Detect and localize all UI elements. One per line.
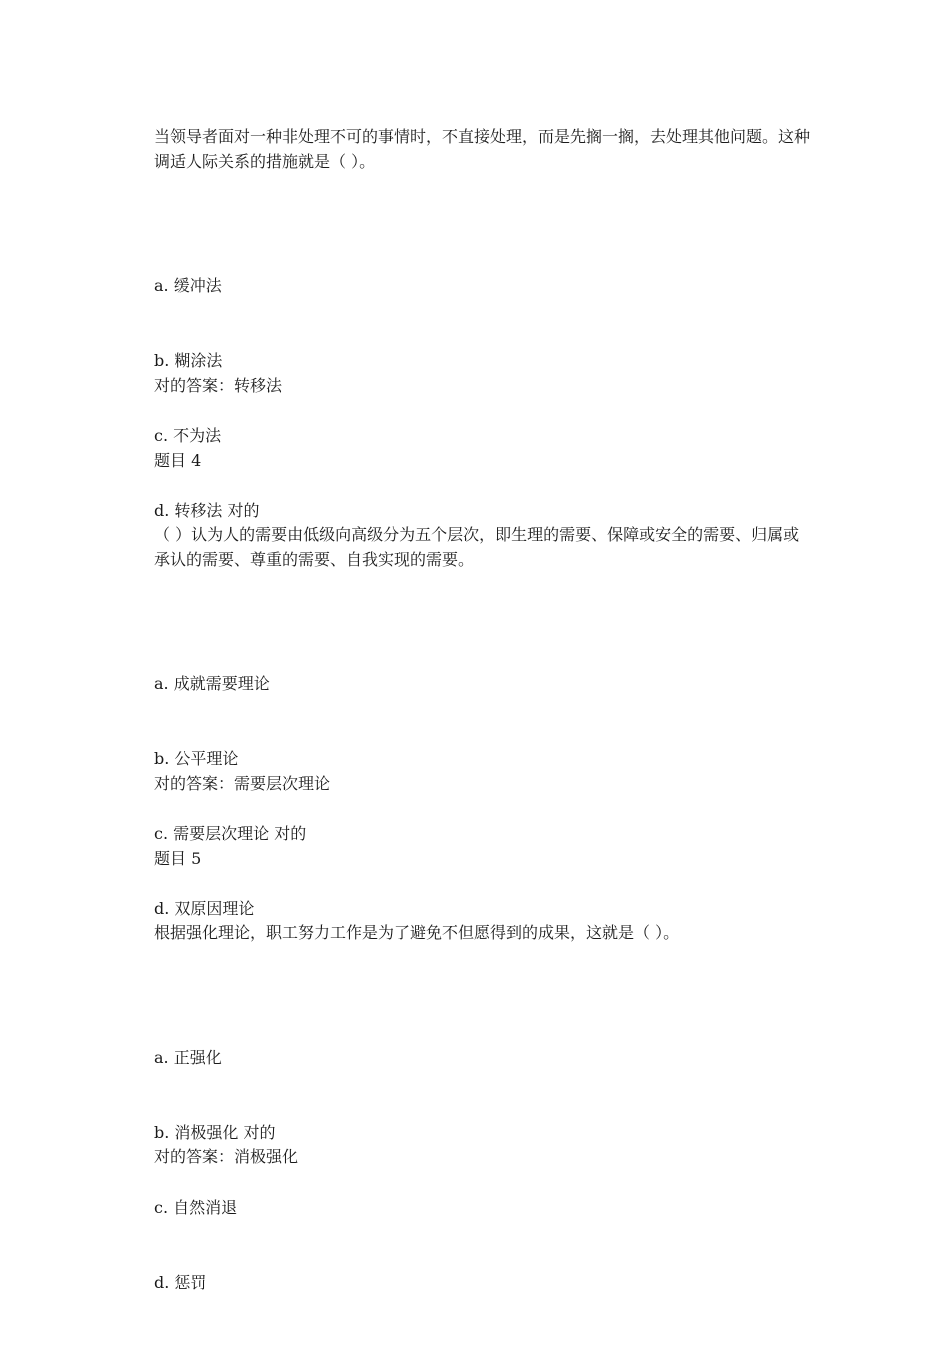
question-3-option-c: c. 不为法 (154, 426, 222, 445)
question-4-option-d: d. 双原因理论 (154, 899, 255, 918)
question-4-options (154, 621, 814, 971)
question-5-stem: 根据强化理论，职工努力工作是为了避免不但愿得到的成果，这就是（ ）。 (154, 923, 680, 942)
question-5-option-c: c. 自然消退 (154, 1198, 238, 1217)
question-5-option-a: a. 正强化 (154, 1048, 222, 1067)
question-5-option-d: d. 惩罚 (154, 1273, 207, 1292)
question-4-option-c: c. 需要层次理论 对的 (154, 824, 307, 843)
question-3-option-d: d. 转移法 对的 (154, 501, 260, 520)
question-4-stem: （ ）认为人的需要由低级向高级分为五个层次，即生理的需要、保障或安全的需要、归属或承认的需要、尊重的需要、自我实现的需要。 (154, 525, 800, 569)
question-4-option-b: b. 公平理论 (154, 749, 239, 768)
question-4-heading: 题目 4 (154, 451, 202, 470)
question-4-option-a: a. 成就需要理论 (154, 674, 270, 693)
question-3-option-b: b. 糊涂法 (154, 351, 223, 370)
question-5-option-b: b. 消极强化 对的 (154, 1123, 276, 1142)
question-4-answer: 对的答案：需要层次理论 (154, 774, 331, 793)
question-3-answer: 对的答案：转移法 (154, 376, 283, 395)
question-5-answer: 对的答案：消极强化 (154, 1147, 299, 1166)
question-5-heading: 题目 5 (154, 849, 202, 868)
question-3-option-a: a. 缓冲法 (154, 276, 222, 295)
question-3-stem: 当领导者面对一种非处理不可的事情时，不直接处理，而是先搁一搁，去处理其他问题。这种调适人际关系的措施就是（ ）。 (154, 127, 811, 171)
question-3-options (154, 223, 814, 573)
question-5-options (154, 995, 814, 1345)
